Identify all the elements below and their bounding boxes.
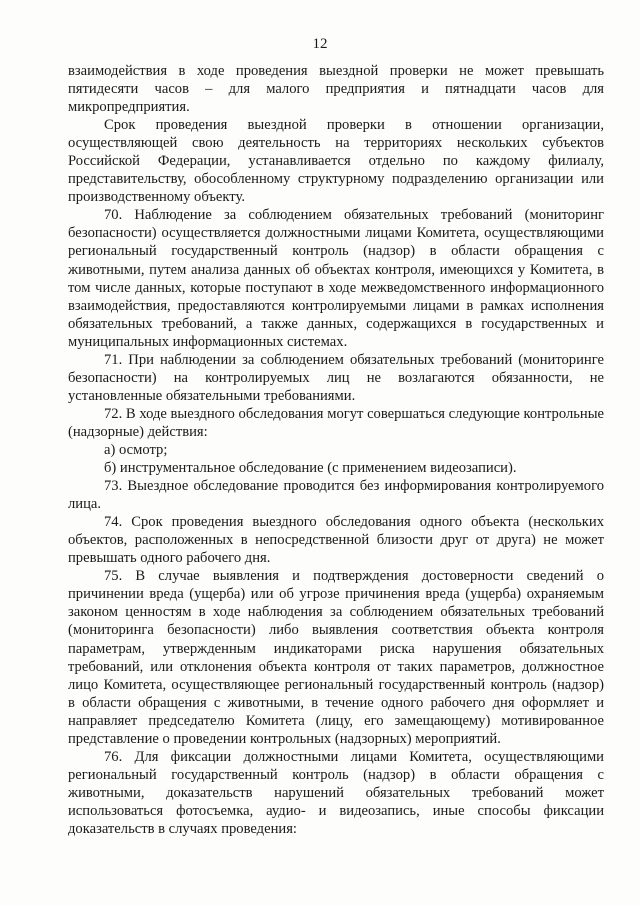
paragraph: взаимодействия в ходе проведения выездной проверки не может превышать пятидесяти часов – для малого предприятия и пятнадцати часов для микропредприятия. bbox=[68, 63, 604, 116]
paragraph: Срок проведения выездной проверки в отношении организации, осуществляющей свою деятельность на территориях нескольких субъектов Российской Федерации, устанавливается отдельно по каждому филиалу, представительству, обособленному структурному подразделению организации или производственному объекту. bbox=[68, 117, 604, 206]
paragraph: 75. В случае выявления и подтверждения достоверности сведений о причинении вреда (ущерба) или об угрозе причинения вреда (ущерба) охраняемым законом ценностям в ходе наблюдения за соблюдением обязательных требований (мониторинга безопасности) либо выявления соответствия объекта контроля параметрам, утвержденным индикаторами риска нарушения обязательных требований, или отклонения объекта контроля от таких параметров, должностное лицо Комитета, осуществляющее региональный государственный контроль (надзор) в области обращения с животными, в течение одного рабочего дня оформляет и направляет председателю Комитета (лицу, его замещающему) мотивированное представление о проведении контрольных (надзорных) мероприятий. bbox=[68, 568, 604, 747]
paragraph: б) инструментальное обследование (с применением видеозаписи). bbox=[104, 460, 517, 477]
paragraph: 71. При наблюдении за соблюдением обязательных требований (мониторинге безопасности) на контролируемых лиц не возлагаются обязанности, не установленные обязательными требованиями. bbox=[68, 351, 604, 404]
paragraph: 72. В ходе выездного обследования могут совершаться следующие контрольные (надзорные) действия: bbox=[68, 405, 604, 440]
paragraph: а) осмотр; bbox=[104, 441, 168, 458]
paragraph: 76. Для фиксации должностными лицами Комитета, осуществляющими региональный государственный контроль (надзор) в области обращения с животными, доказательств нарушений обязательных требований может использоваться фотосъемка, аудио- и видеозапись, иные способы фиксации доказательств в случаях проведения: bbox=[68, 748, 604, 837]
paragraph: 74. Срок проведения выездного обследования одного объекта (нескольких объектов, расположенных в непосредственной близости друг от друга) не может превышать одного рабочего дня. bbox=[68, 514, 604, 567]
paragraph: 70. Наблюдение за соблюдением обязательных требований (мониторинг безопасности) осуществляется должностными лицами Комитета, осуществляющими региональный государственный контроль (надзор) в области обращения с животными, путем анализа данных об объектах контроля, имеющихся у Комитета, в том числе данных, которые поступают в ходе межведомственного информационного взаимодействия, предоставляются контролируемыми лицами в рамках исполнения обязательных требований, а также данных, содержащихся в государственных и муниципальных информационных системах. bbox=[68, 207, 604, 350]
page-number: 12 bbox=[312, 36, 328, 52]
paragraph: 73. Выездное обследование проводится без информирования контролируемого лица. bbox=[68, 478, 604, 513]
document-body bbox=[68, 62, 604, 838]
